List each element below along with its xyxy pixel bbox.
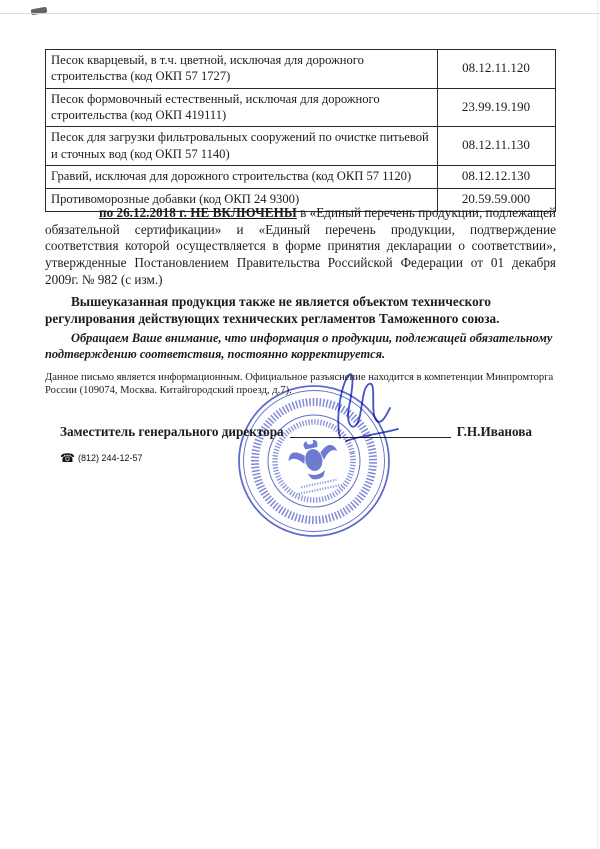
- product-desc-cell: Песок кварцевый, в т.ч. цветной, исключая для дорожного строительства (код ОКП 57 1727): [46, 50, 438, 89]
- paragraph-informational-note: Данное письмо является информационным. Официальное разъяснение находится в компетенции Минпромторга России (109074, Москва. Китайгородский проезд, д.7).: [45, 371, 554, 397]
- product-code-cell: 20.59.59.000: [438, 189, 556, 212]
- body-text: [45, 205, 556, 402]
- scan-artifact-line: [0, 13, 600, 14]
- scan-artifact-smudge: [31, 7, 48, 16]
- paragraph-technical-regulation: Вышеуказанная продукция также не является объектом технического регулирования действующих технических регламентов Таможенного союза.: [45, 294, 500, 326]
- table-row: [46, 127, 556, 166]
- product-code-cell: 23.99.19.190: [438, 88, 556, 127]
- product-code-cell: 08.12.12.130: [438, 166, 556, 189]
- product-desc-cell: Гравий, исключая для дорожного строительства (код ОКП 57 1120): [46, 166, 438, 189]
- paragraph-attention-note: Обращаем Ваше внимание, что информация о продукции, подлежащей обязательному подтверждению соответствия, постоянно корректируется.: [45, 331, 553, 361]
- product-code-cell: 08.12.11.120: [438, 50, 556, 89]
- product-desc-cell: Песок для загрузки фильтровальных сооружений по очистке питьевой и сточных вод (код ОКП 57 1140): [46, 127, 438, 166]
- product-table: [45, 49, 556, 212]
- phone-number: (812) 244-12-57: [77, 453, 143, 463]
- signature-ink: [318, 366, 418, 452]
- phone-icon: ☎: [60, 451, 75, 465]
- signer-title: Заместитель генерального директора: [60, 424, 284, 439]
- phone-row: [60, 452, 143, 464]
- product-desc-cell: Противоморозные добавки (код ОКП 24 9300): [46, 189, 438, 212]
- product-desc-cell: Песок формовочный естественный, исключая для дорожного строительства (код ОКП 419111): [46, 88, 438, 127]
- scan-artifact-edge: [597, 0, 598, 849]
- product-code-cell: 08.12.11.130: [438, 127, 556, 166]
- product-table-body: [46, 50, 556, 212]
- paragraph-not-included: [45, 205, 556, 288]
- table-row: [46, 88, 556, 127]
- table-row: [46, 50, 556, 89]
- date-not-included-phrase: по 26.12.2018 г. НЕ ВКЛЮЧЕНЫ: [99, 205, 297, 220]
- signer-name: Г.Н.Иванова: [456, 424, 532, 439]
- signature-ink-icon: [318, 366, 418, 452]
- table-row: [46, 166, 556, 189]
- paragraph-not-included-rest: в «Единый перечень продукции, подлежащей обязательной сертификации» и «Единый перечень продукции, подтверждение соответствия которой осуществляется в форме принятия декларации о соответствии», утвержденные Постановлением Правительства Российской Федерации от 01 декабря 2009г. № 982 (с изм.): [45, 205, 556, 287]
